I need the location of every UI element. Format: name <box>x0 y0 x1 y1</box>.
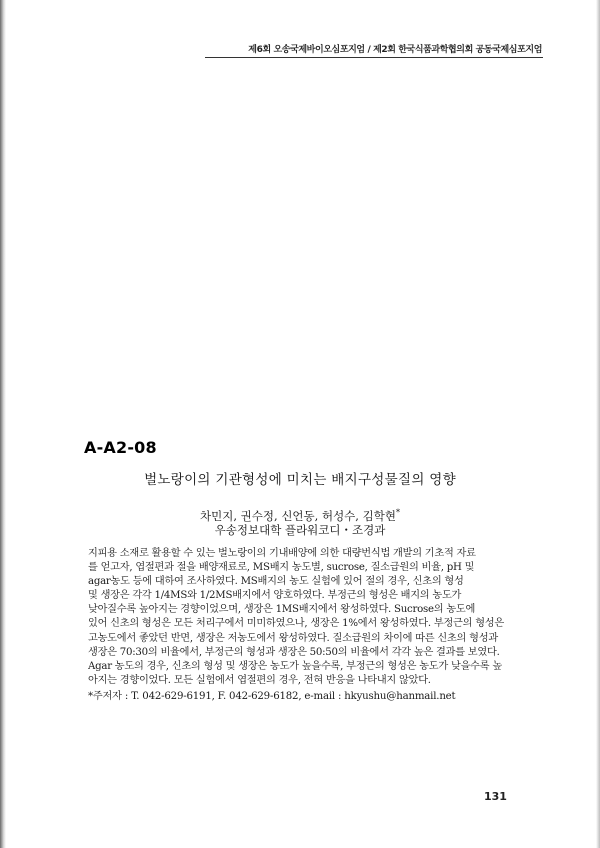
abstract-line: 및 생장은 각각 1/4MS와 1/2MS배지에서 양호하였다. 부정근의 형성은 배지의 농도가 <box>88 590 462 602</box>
abstract-line: 생장은 70:30의 비율에서, 부정근의 형성과 생장은 50:50의 비율에서 각각 높은 결과를 보였다. <box>88 646 500 658</box>
header-rule <box>205 57 543 58</box>
abstract-line: 고농도에서 좋았던 반면, 생장은 저농도에서 왕성하였다. 질소급원의 차이에 따른 신초의 형성과 <box>88 632 498 644</box>
abstract-line: 있어 신초의 형성은 모든 처리구에서 미미하였으나, 생장은 1%에서 왕성하였다. 부정근의 형성은 <box>88 618 504 630</box>
page-number: 131 <box>484 790 507 803</box>
running-header: 제6회 오송국제바이오심포지엄 / 제2회 한국식품과학협의회 공동국제심포지엄 <box>248 45 542 55</box>
corresponding-mark: * <box>395 508 400 517</box>
abstract-line: 아지는 경향이었다. 모든 실험에서 엽절편의 경우, 전혀 반응을 나타내지 않았다. <box>88 674 431 686</box>
abstract-line: 지피용 소재로 활용할 수 있는 벌노랑이의 기내배양에 의한 대량번식법 개발의 기초적 자료 <box>88 548 476 559</box>
authors-text: 차민지, 권수정, 신언동, 허성수, 김학현 <box>200 508 396 523</box>
abstract-line: Agar 농도의 경우, 신초의 형성 및 생장은 농도가 높을수록, 부정근의 형성은 농도가 낮을수록 높 <box>88 660 502 672</box>
scan-left-edge <box>0 0 6 848</box>
affiliation: 우송정보대학 플라워코디・조경과 <box>214 523 386 537</box>
abstract-line: 를 얻고자, 엽절편과 절을 배양재료로, MS배지 농도별, sucrose, 질소급원의 비율, pH 및 <box>88 562 475 574</box>
corresponding-author: *주저자 : T. 042-629-6191, F. 042-629-6182, e-mail : hkyushu@hanmail.net <box>88 691 456 702</box>
abstract-line: agar농도 등에 대하여 조사하였다. MS배지의 농도 실험에 있어 절의 경우, 신초의 형성 <box>88 576 464 588</box>
paper-title: 벌노랑이의 기관형성에 미치는 배지구성물질의 영향 <box>144 472 456 488</box>
abstract-body <box>88 547 514 688</box>
abstract-line: 낮아질수록 높아지는 경향이었으며, 생장은 1MS배지에서 왕성하였다. Sucrose의 농도에 <box>88 604 476 616</box>
abstract-code: A-A2-08 <box>84 438 157 457</box>
scan-right-edge <box>596 0 600 848</box>
